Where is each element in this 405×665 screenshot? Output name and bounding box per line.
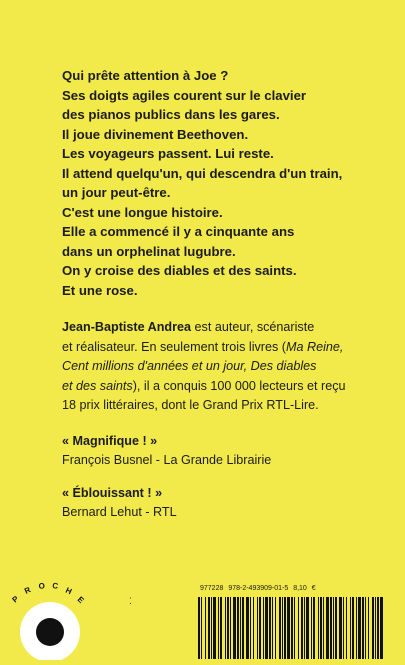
bio-text: et réalisateur. En seulement trois livres (	[62, 339, 286, 354]
blurb-line: Il attend quelqu'un, qui descendra d'un train,	[62, 165, 343, 181]
barcode-bar	[242, 597, 244, 659]
blurb-text	[62, 66, 382, 300]
barcode-bar	[298, 597, 299, 659]
barcode-bar	[318, 597, 319, 659]
barcode-bar	[294, 597, 295, 659]
barcode-bar	[356, 597, 357, 659]
barcode-bar	[269, 597, 271, 659]
quote-text: « Magnifique ! »	[62, 434, 158, 448]
barcode-bar	[213, 597, 216, 659]
blurb-line: Qui prête attention à Joe ?	[62, 68, 229, 83]
blurb-line: dans un orphelinat lugubre.	[62, 243, 236, 259]
barcode-bar	[380, 597, 383, 659]
author-bio	[62, 318, 392, 416]
barcode-bar	[201, 597, 202, 659]
barcode-bar	[346, 597, 347, 659]
barcode-bar	[225, 597, 226, 659]
barcode-bar	[282, 597, 283, 659]
bio-line	[62, 338, 392, 358]
blurb-line: Il joue divinement Beethoven.	[62, 126, 249, 142]
book-title: Cent millions d'années et un jour, Des diables	[62, 359, 317, 373]
proche-logo-icon	[6, 574, 98, 660]
blurb-line: C'est une longue histoire.	[62, 204, 223, 220]
bio-line	[62, 318, 392, 338]
barcode-bar	[237, 597, 239, 659]
quote-source: François Busnel - La Grande Librairie	[62, 453, 272, 467]
blurb-line: des pianos publics dans les gares.	[62, 107, 280, 122]
barcode-bar	[240, 597, 241, 659]
bio-line	[62, 377, 392, 397]
barcode-bar	[335, 597, 337, 659]
book-title: et des saints	[62, 378, 133, 393]
barcode-bar	[313, 597, 315, 659]
bio-text: est auteur, scénariste	[191, 320, 315, 334]
barcode-bar	[306, 597, 309, 659]
barcode-bar	[362, 597, 364, 659]
isbn: 978-2-493909-01-5	[228, 585, 289, 592]
barcode-bar	[352, 597, 354, 659]
barcode-bar	[291, 597, 293, 659]
barcode-bar	[339, 597, 342, 659]
book-title: Ma Reine,	[285, 339, 344, 354]
barcode-bar	[358, 597, 361, 659]
blurb-line: Elle a commencé il y a cinquante ans	[62, 224, 295, 239]
barcode-area	[196, 585, 396, 660]
barcode-bar	[284, 597, 286, 659]
barcode-bar	[220, 597, 222, 659]
barcode-bar	[211, 597, 212, 659]
barcode-bar	[205, 597, 206, 659]
svg-text:C: C	[51, 581, 59, 591]
price: 8,10 €	[293, 585, 316, 592]
barcode-bar	[250, 597, 251, 659]
barcode-numbers	[200, 585, 316, 592]
barcode-bar	[272, 597, 273, 659]
barcode-bar	[257, 597, 258, 659]
quote-text: « Éblouissant ! »	[62, 486, 163, 500]
barcode-bar	[208, 597, 210, 659]
svg-text:R: R	[23, 585, 33, 596]
barcode-bar	[227, 597, 229, 659]
blurb-line: On y croise des diables et des saints.	[62, 263, 297, 278]
barcode-bar	[230, 597, 231, 659]
barcode-bar	[246, 597, 249, 659]
svg-text:E: E	[75, 594, 86, 606]
barcode-bar	[198, 597, 200, 659]
bio-line	[62, 357, 392, 377]
barcode-bar	[330, 597, 332, 659]
svg-text:P: P	[10, 594, 21, 605]
barcode-bar	[279, 597, 281, 659]
barcode-bar	[218, 597, 219, 659]
barcode-code: 977228	[200, 585, 224, 592]
svg-text:O: O	[38, 581, 46, 591]
barcode-bar	[275, 597, 276, 659]
bio-line: 18 prix littéraires, dont le Grand Prix RTL-Lire.	[62, 398, 319, 412]
barcode-bar	[365, 597, 366, 659]
barcode-bar	[265, 597, 268, 659]
barcode-bar	[259, 597, 261, 659]
press-quote	[62, 432, 271, 470]
barcode-bar	[304, 597, 305, 659]
blurb-line: Les voyageurs passent. Lui reste.	[62, 146, 274, 161]
barcode-bar	[253, 597, 254, 659]
barcode-bar	[233, 597, 236, 659]
svg-text:H: H	[64, 585, 74, 597]
publisher-logo	[6, 574, 98, 660]
decorative-mark: ⁚	[129, 596, 132, 606]
blurb-line: Ses doigts agiles courent sur le clavier	[62, 87, 307, 103]
barcode-bar	[326, 597, 329, 659]
author-name: Jean-Baptiste Andrea	[62, 320, 192, 334]
barcode-icon	[196, 597, 386, 659]
barcode-bar	[287, 597, 290, 659]
barcode-bar	[301, 597, 303, 659]
blurb-line: un jour peut-être.	[62, 185, 171, 200]
barcode-bar	[311, 597, 312, 659]
quote-source: Bernard Lehut - RTL	[62, 505, 177, 519]
barcode-bar	[323, 597, 324, 659]
barcode-bar	[263, 597, 264, 659]
barcode-bar	[350, 597, 351, 659]
barcode-bar	[320, 597, 322, 659]
blurb-line: Et une rose.	[62, 282, 138, 298]
press-quote	[62, 484, 177, 522]
barcode-bar	[377, 597, 379, 659]
barcode-bar	[333, 597, 334, 659]
barcode-bar	[343, 597, 344, 659]
barcode-bar	[368, 597, 369, 659]
barcode-bar	[375, 597, 376, 659]
bio-text: ), il a conquis 100 000 lecteurs et reçu	[132, 378, 346, 393]
barcode-bar	[372, 597, 374, 659]
